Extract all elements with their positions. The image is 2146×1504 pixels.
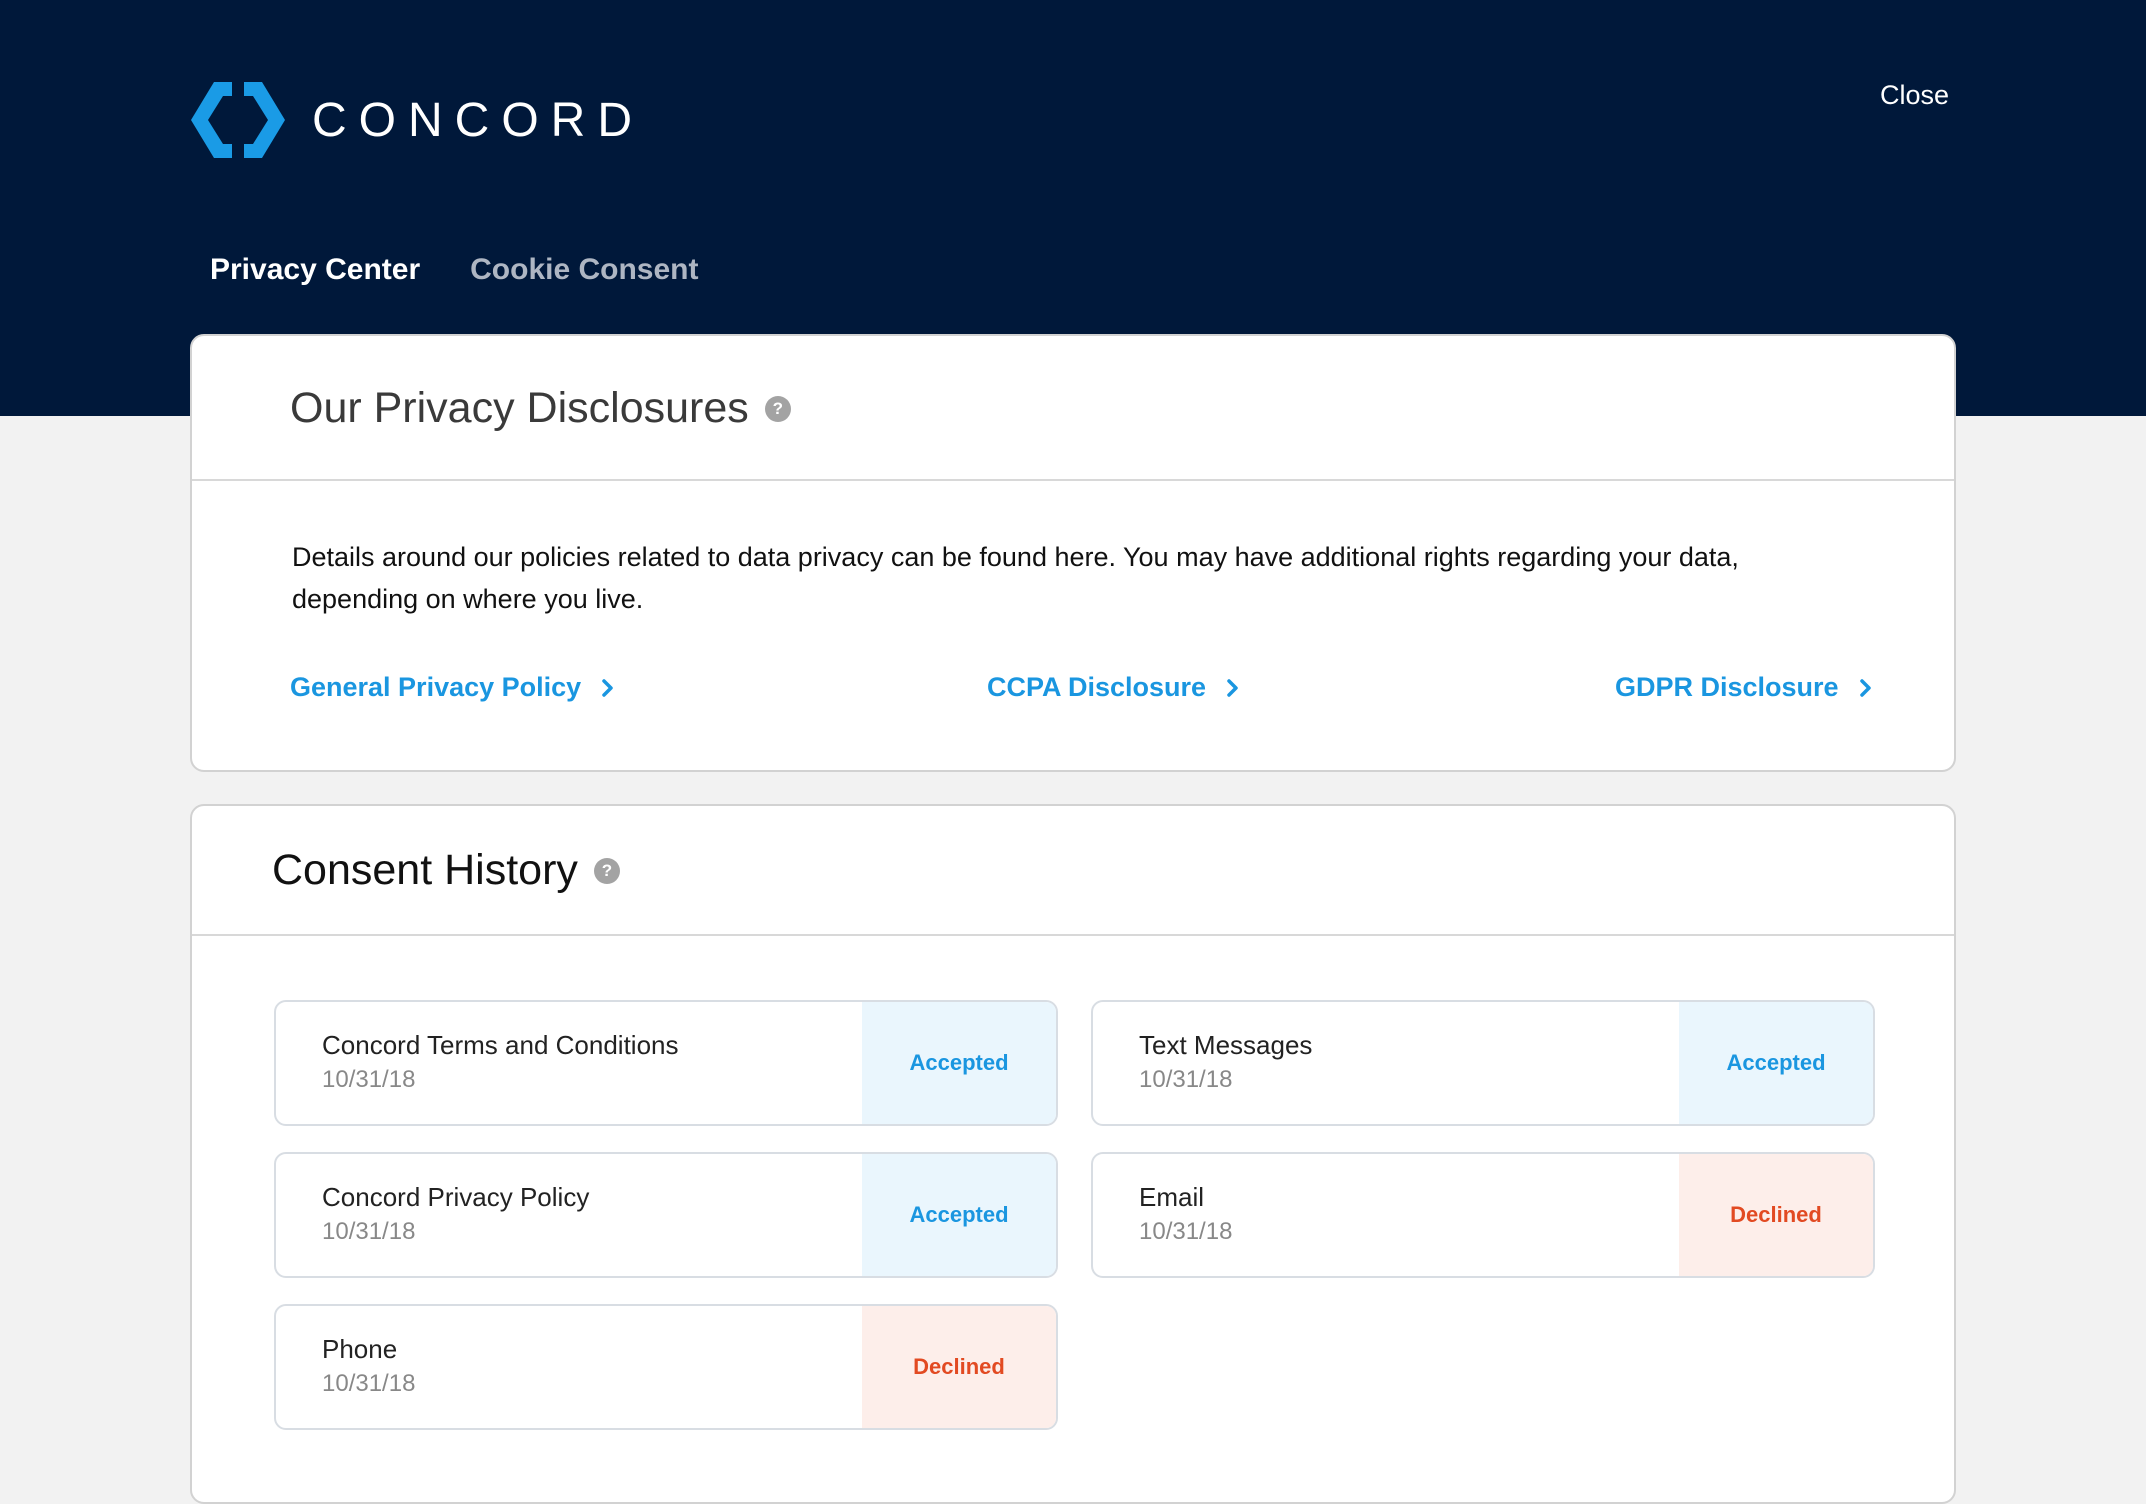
consent-name: Phone bbox=[322, 1334, 398, 1364]
consent-history-header bbox=[192, 806, 1954, 936]
consent-history-card bbox=[190, 804, 1956, 1504]
status-badge: Accepted bbox=[1679, 1002, 1873, 1124]
brand-name: CONCORD bbox=[312, 93, 644, 147]
consent-date: 10/31/18 bbox=[322, 1218, 416, 1245]
consent-item-text-messages[interactable] bbox=[1091, 1000, 1875, 1126]
consent-date: 10/31/18 bbox=[1139, 1218, 1233, 1245]
link-label: GDPR Disclosure bbox=[1615, 672, 1839, 702]
concord-logo-icon bbox=[188, 78, 288, 162]
chevron-right-icon bbox=[601, 678, 615, 698]
chevron-right-icon bbox=[1226, 678, 1240, 698]
consent-item-email[interactable] bbox=[1091, 1152, 1875, 1278]
help-icon[interactable]: ? bbox=[765, 396, 791, 422]
status-badge: Declined bbox=[862, 1306, 1056, 1428]
privacy-disclosures-card bbox=[190, 334, 1956, 772]
gdpr-disclosure-link[interactable] bbox=[1615, 672, 1873, 703]
consent-name: Email bbox=[1139, 1182, 1205, 1212]
consent-item-privacy-policy[interactable] bbox=[274, 1152, 1058, 1278]
tab-cookie-consent[interactable]: Cookie Consent bbox=[470, 253, 699, 286]
tab-privacy-center[interactable]: Privacy Center bbox=[210, 253, 421, 286]
disclosures-description: Details around our policies related to data privacy can be found here. You may have additional rights regarding your data, depending on where you live. bbox=[292, 542, 1739, 614]
status-badge: Accepted bbox=[862, 1002, 1056, 1124]
consent-history-title: Consent History bbox=[272, 846, 578, 894]
disclosures-card-header bbox=[192, 336, 1954, 481]
consent-name: Text Messages bbox=[1139, 1030, 1313, 1060]
nav-tabs bbox=[210, 253, 698, 287]
concord-logo bbox=[188, 78, 644, 162]
consent-item-phone[interactable] bbox=[274, 1304, 1058, 1430]
consent-date: 10/31/18 bbox=[322, 1370, 416, 1397]
disclosures-title: Our Privacy Disclosures bbox=[290, 384, 749, 432]
status-badge: Accepted bbox=[862, 1154, 1056, 1276]
ccpa-disclosure-link[interactable] bbox=[987, 672, 1240, 703]
consent-item-terms[interactable] bbox=[274, 1000, 1058, 1126]
status-badge: Declined bbox=[1679, 1154, 1873, 1276]
link-label: CCPA Disclosure bbox=[987, 672, 1207, 702]
consent-date: 10/31/18 bbox=[1139, 1066, 1233, 1093]
consent-name: Concord Privacy Policy bbox=[322, 1182, 590, 1212]
consent-name: Concord Terms and Conditions bbox=[322, 1030, 679, 1060]
consent-history-title-row bbox=[272, 846, 620, 895]
help-icon[interactable]: ? bbox=[594, 858, 620, 884]
consent-date: 10/31/18 bbox=[322, 1066, 416, 1093]
chevron-right-icon bbox=[1859, 678, 1873, 698]
link-label: General Privacy Policy bbox=[290, 672, 582, 702]
disclosures-title-row bbox=[290, 384, 791, 433]
close-button[interactable]: Close bbox=[1880, 80, 1950, 110]
general-privacy-policy-link[interactable] bbox=[290, 672, 615, 703]
